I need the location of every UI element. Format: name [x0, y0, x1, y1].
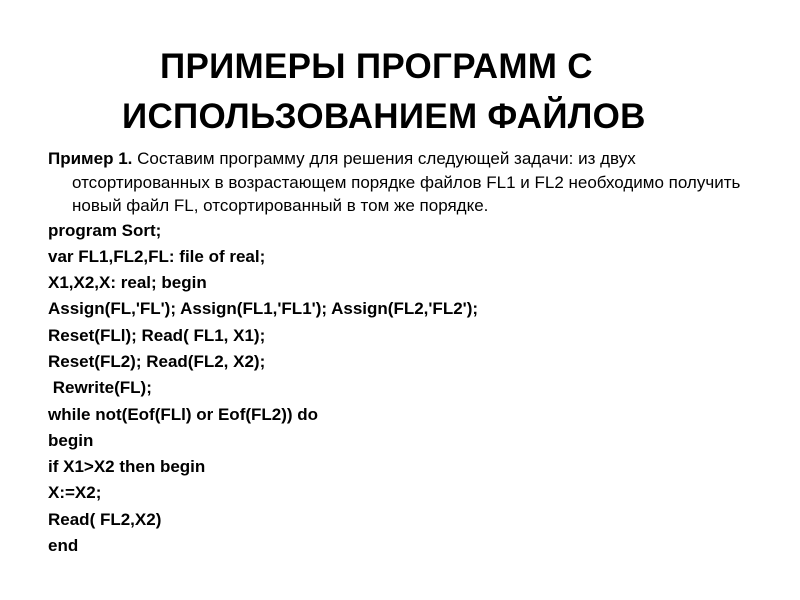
code-line: X1,X2,X: real; begin	[48, 273, 207, 293]
code-line: while not(Eof(FLl) or Eof(FL2)) do	[48, 404, 319, 424]
example-description	[48, 147, 768, 218]
code-listing	[48, 218, 768, 560]
code-line: X:=X2;	[48, 483, 102, 503]
code-line: Reset(FL2); Read(FL2, X2);	[48, 351, 266, 371]
code-line: Assign(FL,'FL'); Assign(FL1,'FL1'); Assign(FL2,'FL2');	[48, 299, 479, 319]
code-line: end	[48, 536, 79, 556]
code-line: var FL1,FL2,FL: file of real;	[48, 246, 266, 266]
slide-title-line-1: ПРИМЕРЫ ПРОГРАММ С	[160, 47, 593, 86]
example-text: Составим программу для решения следующей задачи: из двух отсортированных в возрастающем порядке файлов FL1 и FL2 необходимо получить новый файл FL, отсортированный в том же порядке.	[72, 149, 741, 215]
code-line: Reset(FLl); Read( FL1, X1);	[48, 325, 266, 345]
example-label: Пример 1.	[48, 149, 133, 168]
code-line: if X1>X2 then begin	[48, 457, 206, 477]
code-line: program Sort;	[48, 220, 162, 240]
slide-title-line-2: ИСПОЛЬЗОВАНИЕМ ФАЙЛОВ	[122, 97, 646, 136]
slide-body	[48, 147, 768, 559]
code-line: begin	[48, 430, 94, 450]
code-line: Read( FL2,X2)	[48, 509, 162, 529]
code-line: Rewrite(FL);	[48, 378, 152, 398]
